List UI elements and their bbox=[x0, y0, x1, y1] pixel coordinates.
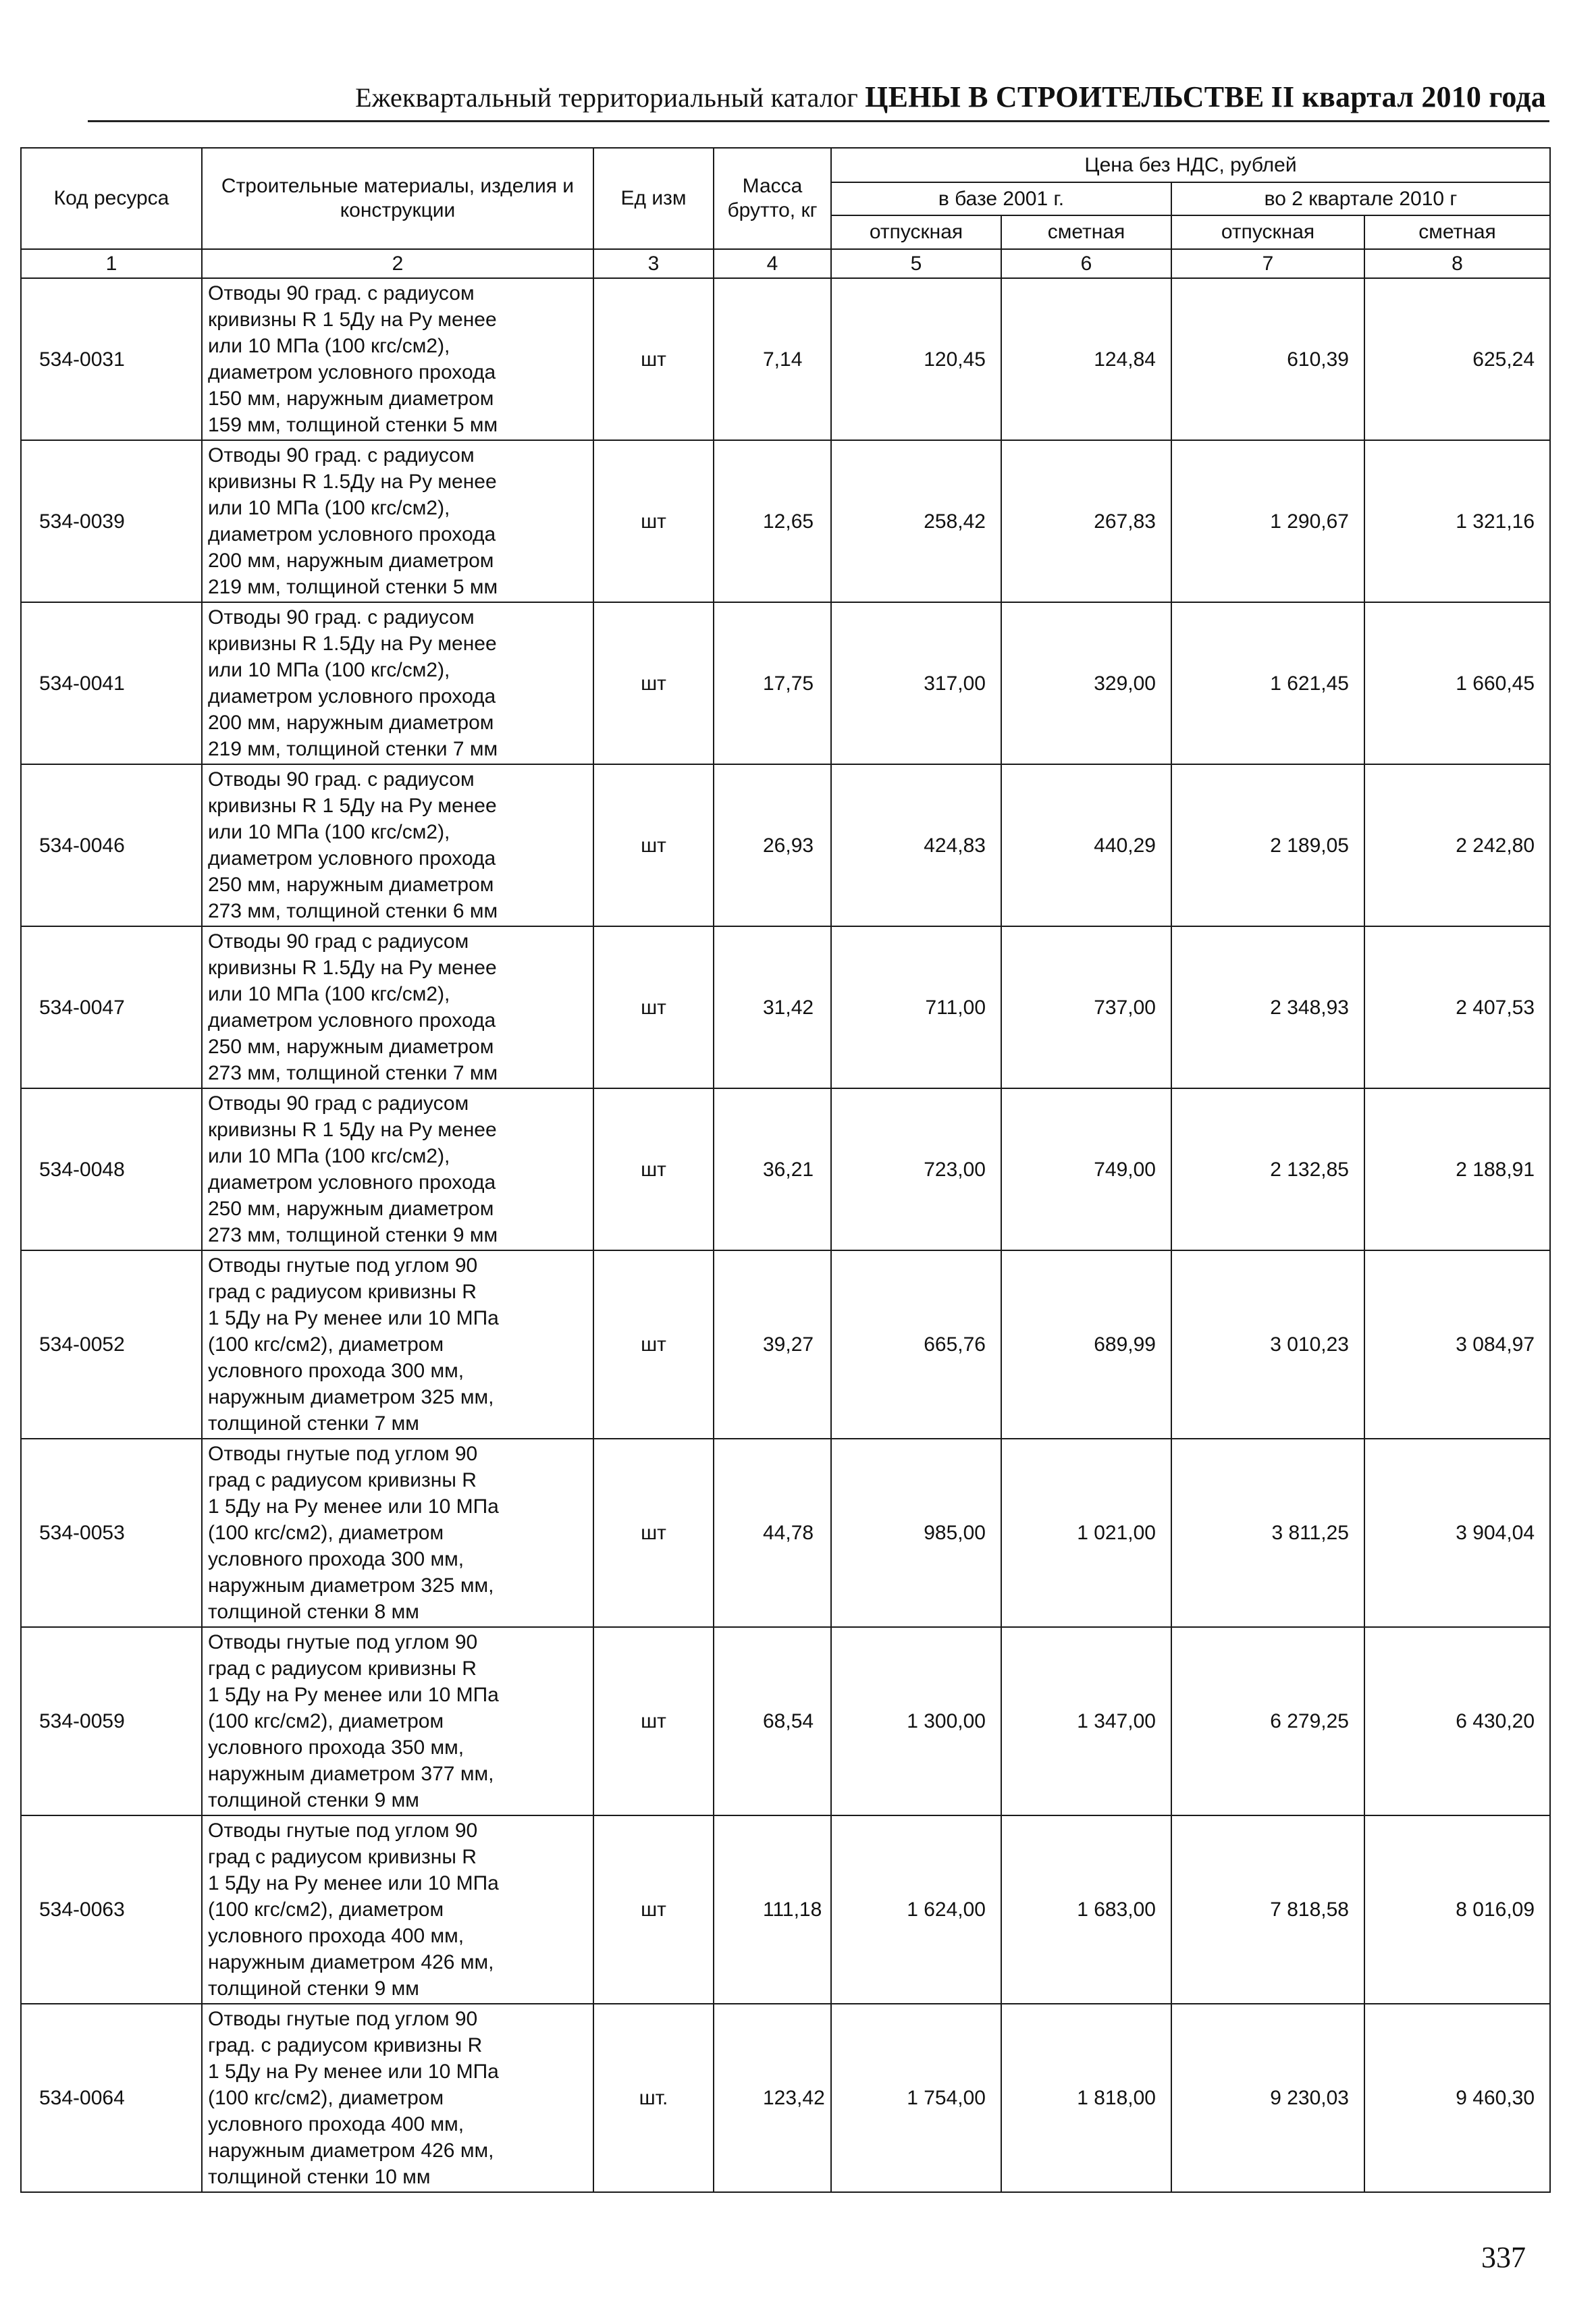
description-line: наружным диаметром 325 мм, bbox=[208, 1574, 494, 1597]
resource-code: 534-0064 bbox=[21, 2004, 202, 2192]
base-release-price: 120,45 bbox=[831, 278, 1001, 440]
catalog-prefix: Ежеквартальный территориальный каталог bbox=[355, 82, 858, 113]
description-line: Отводы 90 град с радиусом bbox=[208, 930, 469, 953]
base-release-price: 723,00 bbox=[831, 1088, 1001, 1250]
page-header bbox=[88, 80, 1546, 114]
description-line: диаметром условного прохода bbox=[208, 1009, 496, 1032]
q2-estimate-price: 2 407,53 bbox=[1364, 926, 1550, 1088]
description-line: 250 мм, наружным диаметром bbox=[208, 874, 494, 896]
header-base-estimate: сметная bbox=[1001, 215, 1171, 249]
q2-release-price: 2 348,93 bbox=[1171, 926, 1364, 1088]
description-line: Отводы 90 град с радиусом bbox=[208, 1092, 469, 1115]
description-line: кривизны R 1 5Ду на Ру менее bbox=[208, 1119, 497, 1141]
base-estimate-price: 1 818,00 bbox=[1001, 2004, 1171, 2192]
base-release-price: 711,00 bbox=[831, 926, 1001, 1088]
column-number: 1 bbox=[21, 249, 202, 278]
q2-release-price: 9 230,03 bbox=[1171, 2004, 1364, 2192]
q2-estimate-price: 8 016,09 bbox=[1364, 1815, 1550, 2004]
description-line: 1 5Ду на Ру менее или 10 МПа bbox=[208, 1307, 499, 1329]
description-line: 219 мм, толщиной стенки 5 мм bbox=[208, 576, 498, 598]
q2-release-price: 2 132,85 bbox=[1171, 1088, 1364, 1250]
catalog-title: ЦЕНЫ В СТРОИТЕЛЬСТВЕ bbox=[865, 80, 1265, 113]
base-estimate-price: 124,84 bbox=[1001, 278, 1171, 440]
description-line: Отводы гнутые под углом 90 bbox=[208, 2008, 478, 2030]
description-line: наружным диаметром 325 мм, bbox=[208, 1386, 494, 1408]
header-code: Код ресурса bbox=[21, 148, 202, 249]
column-number: 7 bbox=[1171, 249, 1364, 278]
base-release-price: 1 300,00 bbox=[831, 1627, 1001, 1815]
resource-code: 534-0041 bbox=[21, 602, 202, 764]
description-line: наружным диаметром 426 мм, bbox=[208, 2139, 494, 2162]
column-number: 2 bbox=[202, 249, 593, 278]
unit-of-measure: шт bbox=[593, 1627, 714, 1815]
resource-code: 534-0046 bbox=[21, 764, 202, 926]
column-number: 8 bbox=[1364, 249, 1550, 278]
description-line: 250 мм, наружным диаметром bbox=[208, 1036, 494, 1058]
q2-release-price: 1 290,67 bbox=[1171, 440, 1364, 602]
gross-mass: 36,21 bbox=[714, 1088, 831, 1250]
q2-release-price: 1 621,45 bbox=[1171, 602, 1364, 764]
description-line: толщиной стенки 7 мм bbox=[208, 1412, 419, 1435]
table-row bbox=[21, 2004, 1550, 2192]
material-description bbox=[202, 440, 593, 602]
resource-code: 534-0047 bbox=[21, 926, 202, 1088]
unit-of-measure: шт. bbox=[593, 2004, 714, 2192]
description-line: 1 5Ду на Ру менее или 10 МПа bbox=[208, 2061, 499, 2083]
column-number: 5 bbox=[831, 249, 1001, 278]
base-estimate-price: 440,29 bbox=[1001, 764, 1171, 926]
description-line: 273 мм, толщиной стенки 9 мм bbox=[208, 1224, 498, 1246]
material-description bbox=[202, 1439, 593, 1627]
description-line: Отводы гнутые под углом 90 bbox=[208, 1443, 478, 1465]
column-number: 4 bbox=[714, 249, 831, 278]
material-description bbox=[202, 764, 593, 926]
resource-code: 534-0039 bbox=[21, 440, 202, 602]
description-line: 1 5Ду на Ру менее или 10 МПа bbox=[208, 1684, 499, 1706]
gross-mass: 68,54 bbox=[714, 1627, 831, 1815]
unit-of-measure: шт bbox=[593, 440, 714, 602]
q2-estimate-price: 1 660,45 bbox=[1364, 602, 1550, 764]
unit-of-measure: шт bbox=[593, 764, 714, 926]
base-estimate-price: 1 683,00 bbox=[1001, 1815, 1171, 2004]
gross-mass: 31,42 bbox=[714, 926, 831, 1088]
base-estimate-price: 329,00 bbox=[1001, 602, 1171, 764]
q2-estimate-price: 2 242,80 bbox=[1364, 764, 1550, 926]
base-release-price: 665,76 bbox=[831, 1250, 1001, 1439]
column-numbers-row bbox=[21, 249, 1550, 278]
gross-mass: 12,65 bbox=[714, 440, 831, 602]
header-price: Цена без НДС, рублей bbox=[831, 148, 1550, 182]
column-number: 6 bbox=[1001, 249, 1171, 278]
table-row bbox=[21, 1439, 1550, 1627]
description-line: Отводы 90 град. с радиусом bbox=[208, 282, 475, 304]
description-line: (100 кгс/см2), диаметром bbox=[208, 1898, 444, 1921]
unit-of-measure: шт bbox=[593, 278, 714, 440]
q2-estimate-price: 1 321,16 bbox=[1364, 440, 1550, 602]
description-line: диаметром условного прохода bbox=[208, 361, 496, 383]
description-line: (100 кгс/см2), диаметром bbox=[208, 1522, 444, 1544]
description-line: град с радиусом кривизны R bbox=[208, 1469, 477, 1491]
material-description bbox=[202, 602, 593, 764]
base-release-price: 317,00 bbox=[831, 602, 1001, 764]
base-release-price: 258,42 bbox=[831, 440, 1001, 602]
description-line: 150 мм, наружным диаметром bbox=[208, 388, 494, 410]
description-line: толщиной стенки 9 мм bbox=[208, 1789, 419, 1811]
base-estimate-price: 689,99 bbox=[1001, 1250, 1171, 1439]
base-estimate-price: 1 347,00 bbox=[1001, 1627, 1171, 1815]
description-line: град с радиусом кривизны R bbox=[208, 1846, 477, 1868]
table-row bbox=[21, 764, 1550, 926]
q2-estimate-price: 9 460,30 bbox=[1364, 2004, 1550, 2192]
unit-of-measure: шт bbox=[593, 1250, 714, 1439]
description-line: Отводы гнутые под углом 90 bbox=[208, 1819, 478, 1842]
header-rule bbox=[88, 120, 1549, 122]
material-description bbox=[202, 1815, 593, 2004]
table-row bbox=[21, 1627, 1550, 1815]
q2-estimate-price: 2 188,91 bbox=[1364, 1088, 1550, 1250]
description-line: (100 кгс/см2), диаметром bbox=[208, 1333, 444, 1356]
q2-release-price: 3 811,25 bbox=[1171, 1439, 1364, 1627]
material-description bbox=[202, 278, 593, 440]
material-description bbox=[202, 1627, 593, 1815]
description-line: кривизны R 1 5Ду на Ру менее bbox=[208, 795, 497, 817]
material-description bbox=[202, 1250, 593, 1439]
base-estimate-price: 267,83 bbox=[1001, 440, 1171, 602]
gross-mass: 17,75 bbox=[714, 602, 831, 764]
q2-release-price: 6 279,25 bbox=[1171, 1627, 1364, 1815]
description-line: условного прохода 400 мм, bbox=[208, 2113, 464, 2135]
table-row bbox=[21, 1815, 1550, 2004]
description-line: град с радиусом кривизны R bbox=[208, 1281, 477, 1303]
unit-of-measure: шт bbox=[593, 1439, 714, 1627]
description-line: или 10 МПа (100 кгс/см2), bbox=[208, 497, 450, 519]
description-line: или 10 МПа (100 кгс/см2), bbox=[208, 1145, 450, 1167]
material-description bbox=[202, 1088, 593, 1250]
description-line: диаметром условного прохода bbox=[208, 847, 496, 870]
description-line: 200 мм, наружным диаметром bbox=[208, 712, 494, 734]
description-line: (100 кгс/см2), диаметром bbox=[208, 1710, 444, 1732]
base-estimate-price: 737,00 bbox=[1001, 926, 1171, 1088]
description-line: кривизны R 1 5Ду на Ру менее bbox=[208, 309, 497, 331]
description-line: условного прохода 350 мм, bbox=[208, 1736, 464, 1759]
description-line: Отводы 90 град. с радиусом bbox=[208, 444, 475, 467]
gross-mass: 44,78 bbox=[714, 1439, 831, 1627]
table-row bbox=[21, 926, 1550, 1088]
unit-of-measure: шт bbox=[593, 602, 714, 764]
table-row bbox=[21, 1250, 1550, 1439]
resource-code: 534-0053 bbox=[21, 1439, 202, 1627]
description-line: диаметром условного прохода bbox=[208, 523, 496, 546]
description-line: 273 мм, толщиной стенки 6 мм bbox=[208, 900, 498, 922]
header-unit: Ед изм bbox=[593, 148, 714, 249]
header-q2-2010: во 2 квартале 2010 г bbox=[1171, 182, 1550, 215]
table-row bbox=[21, 278, 1550, 440]
description-line: (100 кгс/см2), диаметром bbox=[208, 2087, 444, 2109]
unit-of-measure: шт bbox=[593, 1815, 714, 2004]
description-line: град. с радиусом кривизны R bbox=[208, 2034, 483, 2056]
header-q2-estimate: сметная bbox=[1364, 215, 1550, 249]
column-number: 3 bbox=[593, 249, 714, 278]
description-line: толщиной стенки 8 мм bbox=[208, 1601, 419, 1623]
header-mass: Масса брутто, кг bbox=[714, 148, 831, 249]
description-line: 1 5Ду на Ру менее или 10 МПа bbox=[208, 1495, 499, 1518]
description-line: град с радиусом кривизны R bbox=[208, 1657, 477, 1680]
q2-release-price: 2 189,05 bbox=[1171, 764, 1364, 926]
q2-estimate-price: 3 084,97 bbox=[1364, 1250, 1550, 1439]
description-line: диаметром условного прохода bbox=[208, 685, 496, 708]
header-q2-release: отпускная bbox=[1171, 215, 1364, 249]
q2-release-price: 7 818,58 bbox=[1171, 1815, 1364, 2004]
resource-code: 534-0048 bbox=[21, 1088, 202, 1250]
header-materials: Строительные материалы, изделия и конструкции bbox=[202, 148, 593, 249]
q2-estimate-price: 3 904,04 bbox=[1364, 1439, 1550, 1627]
description-line: диаметром условного прохода bbox=[208, 1171, 496, 1194]
description-line: Отводы 90 град. с радиусом bbox=[208, 768, 475, 791]
base-release-price: 985,00 bbox=[831, 1439, 1001, 1627]
gross-mass: 111,18 bbox=[714, 1815, 831, 2004]
description-line: 273 мм, толщиной стенки 7 мм bbox=[208, 1062, 498, 1084]
gross-mass: 123,42 bbox=[714, 2004, 831, 2192]
description-line: толщиной стенки 10 мм bbox=[208, 2166, 431, 2188]
header-base-release: отпускная bbox=[831, 215, 1001, 249]
description-line: 200 мм, наружным диаметром bbox=[208, 550, 494, 572]
q2-estimate-price: 625,24 bbox=[1364, 278, 1550, 440]
unit-of-measure: шт bbox=[593, 1088, 714, 1250]
description-line: 1 5Ду на Ру менее или 10 МПа bbox=[208, 1872, 499, 1894]
description-line: кривизны R 1.5Ду на Ру менее bbox=[208, 633, 497, 655]
description-line: Отводы 90 град. с радиусом bbox=[208, 606, 475, 629]
description-line: кривизны R 1.5Ду на Ру менее bbox=[208, 471, 497, 493]
description-line: условного прохода 300 мм, bbox=[208, 1360, 464, 1382]
unit-of-measure: шт bbox=[593, 926, 714, 1088]
material-description bbox=[202, 926, 593, 1088]
base-release-price: 1 624,00 bbox=[831, 1815, 1001, 2004]
q2-release-price: 610,39 bbox=[1171, 278, 1364, 440]
table-row bbox=[21, 602, 1550, 764]
base-estimate-price: 749,00 bbox=[1001, 1088, 1171, 1250]
table-row bbox=[21, 1088, 1550, 1250]
description-line: толщиной стенки 9 мм bbox=[208, 1977, 419, 2000]
resource-code: 534-0059 bbox=[21, 1627, 202, 1815]
q2-estimate-price: 6 430,20 bbox=[1364, 1627, 1550, 1815]
resource-code: 534-0052 bbox=[21, 1250, 202, 1439]
description-line: условного прохода 300 мм, bbox=[208, 1548, 464, 1570]
description-line: 250 мм, наружным диаметром bbox=[208, 1198, 494, 1220]
description-line: кривизны R 1.5Ду на Ру менее bbox=[208, 957, 497, 979]
description-line: или 10 МПа (100 кгс/см2), bbox=[208, 335, 450, 357]
description-line: условного прохода 400 мм, bbox=[208, 1925, 464, 1947]
gross-mass: 7,14 bbox=[714, 278, 831, 440]
base-release-price: 1 754,00 bbox=[831, 2004, 1001, 2192]
material-description bbox=[202, 2004, 593, 2192]
description-line: наружным диаметром 426 мм, bbox=[208, 1951, 494, 1973]
description-line: 159 мм, толщиной стенки 5 мм bbox=[208, 414, 498, 436]
resource-code: 534-0063 bbox=[21, 1815, 202, 2004]
description-line: или 10 МПа (100 кгс/см2), bbox=[208, 821, 450, 843]
gross-mass: 26,93 bbox=[714, 764, 831, 926]
description-line: или 10 МПа (100 кгс/см2), bbox=[208, 659, 450, 681]
description-line: наружным диаметром 377 мм, bbox=[208, 1763, 494, 1785]
description-line: 219 мм, толщиной стенки 7 мм bbox=[208, 738, 498, 760]
gross-mass: 39,27 bbox=[714, 1250, 831, 1439]
base-estimate-price: 1 021,00 bbox=[1001, 1439, 1171, 1627]
catalog-period: II квартал 2010 года bbox=[1271, 80, 1546, 113]
description-line: Отводы гнутые под углом 90 bbox=[208, 1631, 478, 1653]
table-row bbox=[21, 440, 1550, 602]
base-release-price: 424,83 bbox=[831, 764, 1001, 926]
price-table bbox=[20, 147, 1551, 2193]
description-line: или 10 МПа (100 кгс/см2), bbox=[208, 983, 450, 1005]
resource-code: 534-0031 bbox=[21, 278, 202, 440]
header-base-2001: в базе 2001 г. bbox=[831, 182, 1171, 215]
description-line: Отводы гнутые под углом 90 bbox=[208, 1254, 478, 1277]
page-number: 337 bbox=[1481, 2241, 1526, 2274]
q2-release-price: 3 010,23 bbox=[1171, 1250, 1364, 1439]
